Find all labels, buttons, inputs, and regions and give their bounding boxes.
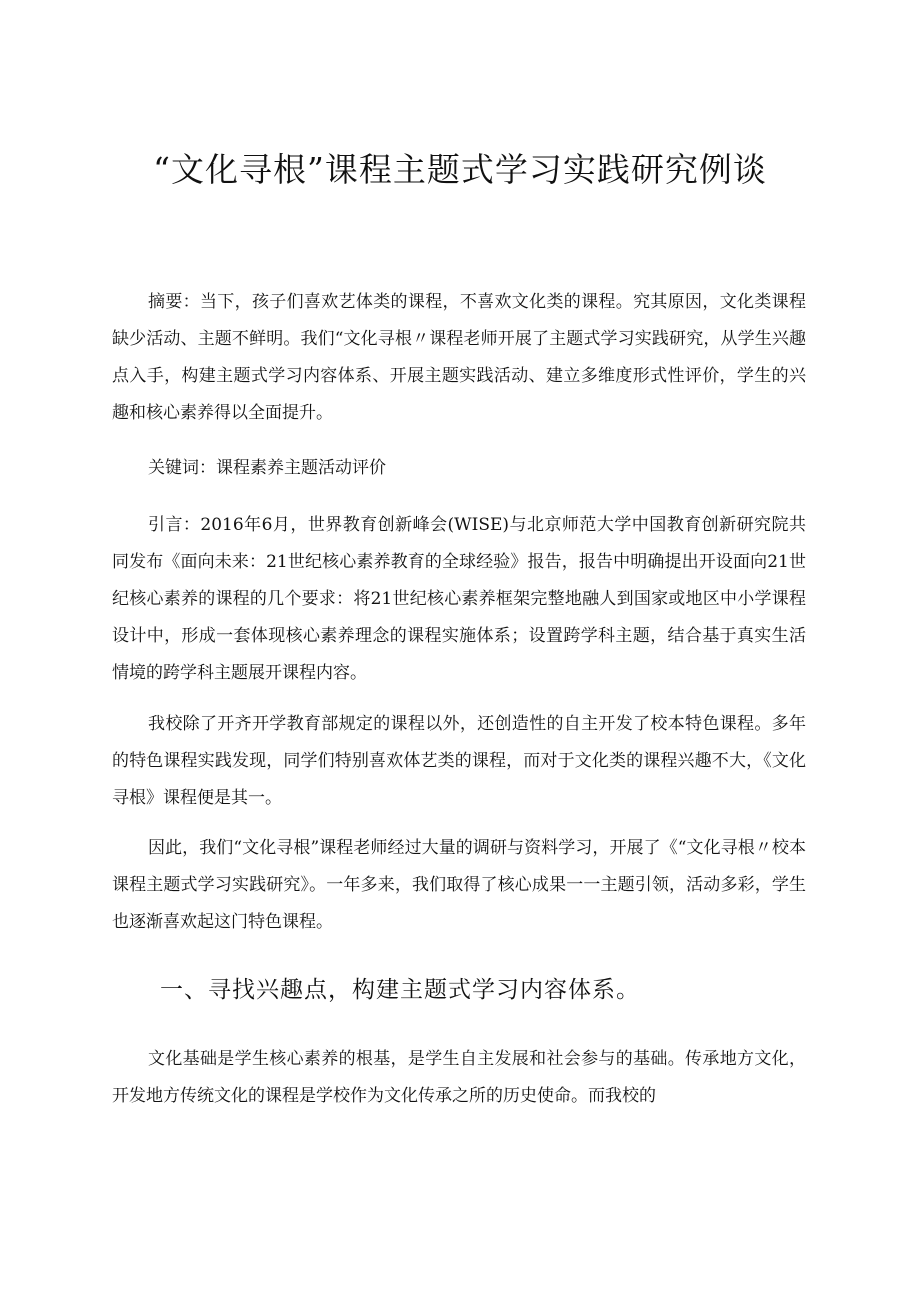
culture-paragraph: 文化基础是学生核心素养的根基，是学生自主发展和社会参与的基础。传承地方文化，开发地方传统文化的课程是学校作为文化传承之所的历史使命。而我校的 xyxy=(112,1049,806,1106)
abstract-paragraph: 摘要：当下，孩子们喜欢艺体类的课程，不喜欢文化类的课程。究其原因，文化类课程缺少活动、主题不鲜明。我们“文化寻根〃课程老师开展了主题式学习实践研究，从学生兴趣点入手，构建主题式学习内容体系、开展主题实践活动、建立多维度形式性评价，学生的兴趣和核心素养得以全面提升。 xyxy=(112,292,806,423)
school-courses-paragraph: 我校除了开齐开学教育部规定的课程以外，还创造性的自主开发了校本特色课程。多年的特色课程实践发现，同学们特别喜欢体艺类的课程，而对于文化类的课程兴趣不大，《文化寻根》课程便是其一。 xyxy=(112,714,806,808)
section-heading: 一、寻找兴趣点，构建主题式学习内容体系。 xyxy=(160,977,640,1003)
introduction-paragraph: 引言：2016年6月，世界教育创新峰会(WISE)与北京师范大学中国教育创新研究院共同发布《面向未来：21世纪核心素养教育的全球经验》报告，报告中明确提出开设面向21世纪核心素养的课程的几个要求：将21世纪核心素养框架完整地融人到国家或地区中小学课程设计中，形成一套体现核心素养理念的课程实施体系；设置跨学科主题，结合基于真实生活情境的跨学科主题展开课程内容。 xyxy=(112,515,806,683)
keywords-paragraph: 关键词：课程素养主题活动评价 xyxy=(148,458,386,478)
research-summary-paragraph: 因此，我们“文化寻根”课程老师经过大量的调研与资料学习，开展了《“文化寻根〃校本课程主题式学习实践研究》。一年多来，我们取得了核心成果一一主题引领，活动多彩，学生也逐渐喜欢起这门特色课程。 xyxy=(112,838,806,932)
document-title: “文化寻根”课程主题式学习实践研究例谈 xyxy=(153,150,767,189)
